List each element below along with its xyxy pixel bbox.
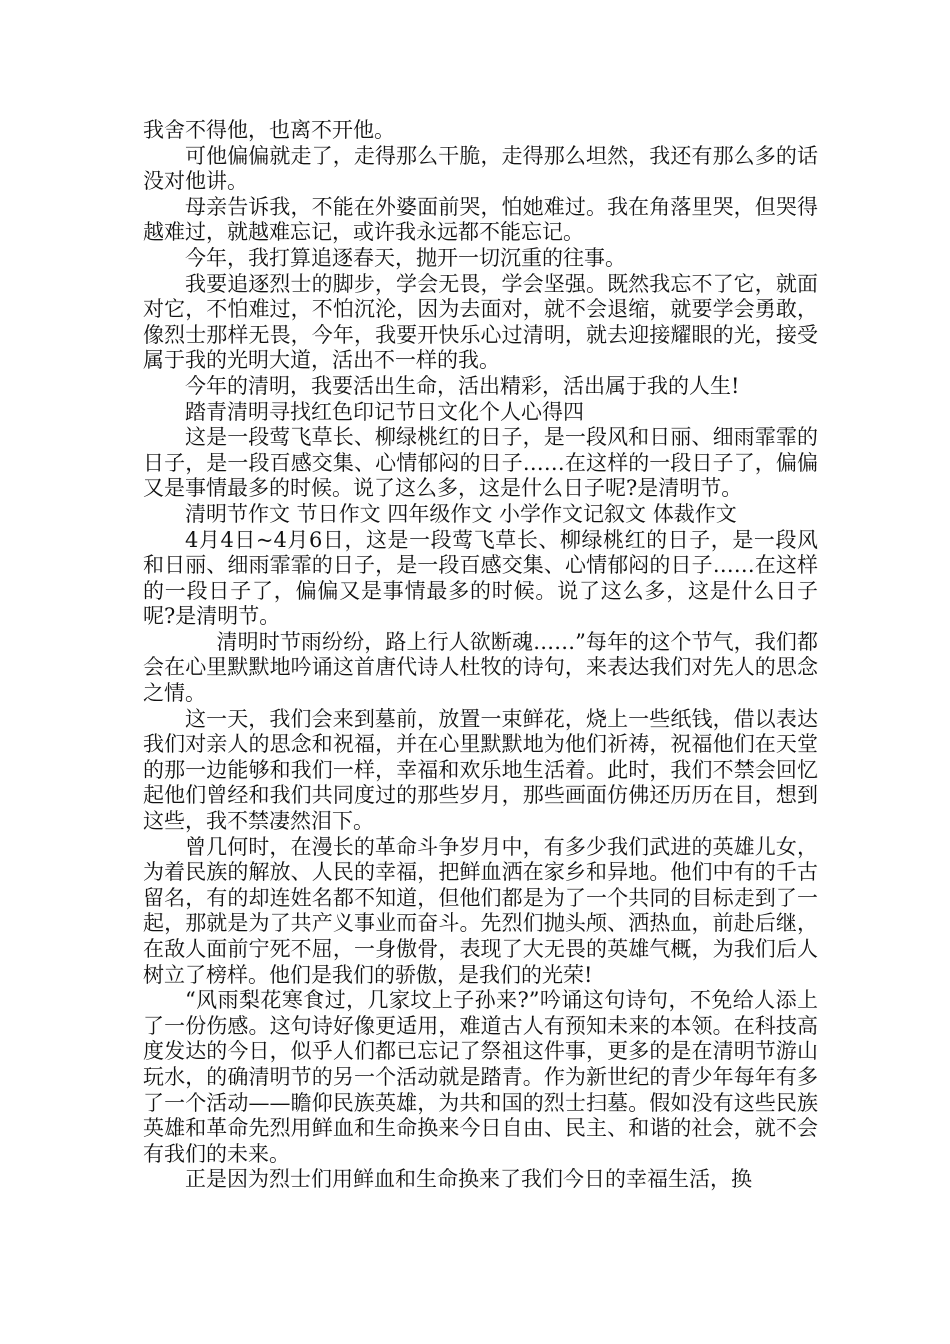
tag-line: 清明节作文 节日作文 四年级作文 小学作文记叙文 体裁作文 (185, 501, 737, 526)
paragraph: 这是一段莺飞草长、柳绿桃红的日子，是一段风和日丽、细雨霏霏的日子，是一段百感交集、心情郁闷的日子……在这样的一段日子了，偏偏又是事情最多的时候。说了这么多，这是什么日子呢?是清明节。 (143, 425, 818, 501)
paragraph: 母亲告诉我，不能在外婆面前哭，怕她难过。我在角落里哭，但哭得越难过，就越难忘记，或许我永远都不能忘记。 (143, 194, 818, 245)
document-body (143, 118, 818, 1193)
paragraph: 我要追逐烈士的脚步，学会无畏，学会坚强。既然我忘不了它，就面对它，不怕难过，不怕沉沦，因为去面对，就不会退缩，就要学会勇敢，像烈士那样无畏，今年，我要开快乐心过清明，就去迎接耀眼的光，接受属于我的光明大道，活出不一样的我。 (143, 271, 818, 373)
paragraph: 这一天，我们会来到墓前，放置一束鲜花，烧上一些纸钱，借以表达我们对亲人的思念和祝福，并在心里默默地为他们祈祷，祝福他们在天堂的那一边能够和我们一样，幸福和欢乐地生活着。此时，我们不禁会回忆起他们曾经和我们共同度过的那些岁月，那些画面仿佛还历历在目，想到这些，我不禁凄然泪下。 (143, 706, 818, 834)
paragraph: 我舍不得他，也离不开他。 (143, 118, 395, 142)
paragraph: 可他偏偏就走了，走得那么干脆，走得那么坦然，我还有那么多的话没对他讲。 (143, 143, 818, 194)
paragraph: 清明时节雨纷纷，路上行人欲断魂……”每年的这个节气，我们都会在心里默默地吟诵这首唐代诗人杜牧的诗句，来表达我们对先人的思念之情。 (143, 629, 818, 706)
paragraph: 4月4日~4月6日，这是一段莺飞草长、柳绿桃红的日子，是一段风和日丽、细雨霏霏的日子，是一段百感交集、心情郁闷的日子……在这样的一段日子了，偏偏又是事情最多的时候。说了这么多，这是什么日子呢?是清明节。 (143, 527, 818, 629)
paragraph: 正是因为烈士们用鲜血和生命换来了我们今日的幸福生活，换 (185, 1167, 752, 1192)
section-heading: 踏青清明寻找红色印记节日文化个人心得四 (185, 399, 584, 424)
paragraph: “风雨梨花寒食过，几家坟上子孙来?”吟诵这句诗句，不免给人添上了一份伤感。这句诗好像更适用，难道古人有预知未来的本领。在科技高度发达的今日，似乎人们都已忘记了祭祖这件事，更多的是在清明节游山玩水，的确清明节的另一个活动就是踏青。作为新世纪的青少年每年有多了一个活动——瞻仰民族英雄，为共和国的烈士扫墓。假如没有这些民族英雄和革命先烈用鲜血和生命换来今日自由、民主、和谐的社会，就不会有我们的未来。 (143, 988, 818, 1166)
paragraph: 曾几何时，在漫长的革命斗争岁月中，有多少我们武进的英雄儿女，为着民族的解放、人民的幸福，把鲜血洒在家乡和异地。他们中有的千古留名，有的却连姓名都不知道，但他们都是为了一个共同的目标走到了一起，那就是为了共产义事业而奋斗。先烈们抛头颅、洒热血，前赴后继，在敌人面前宁死不屈，一身傲骨，表现了大无畏的英雄气概，为我们后人树立了榜样。他们是我们的骄傲，是我们的光荣! (143, 834, 818, 987)
paragraph: 今年，我打算追逐春天，抛开一切沉重的往事。 (185, 245, 626, 270)
paragraph: 今年的清明，我要活出生命，活出精彩，活出属于我的人生! (185, 373, 740, 398)
